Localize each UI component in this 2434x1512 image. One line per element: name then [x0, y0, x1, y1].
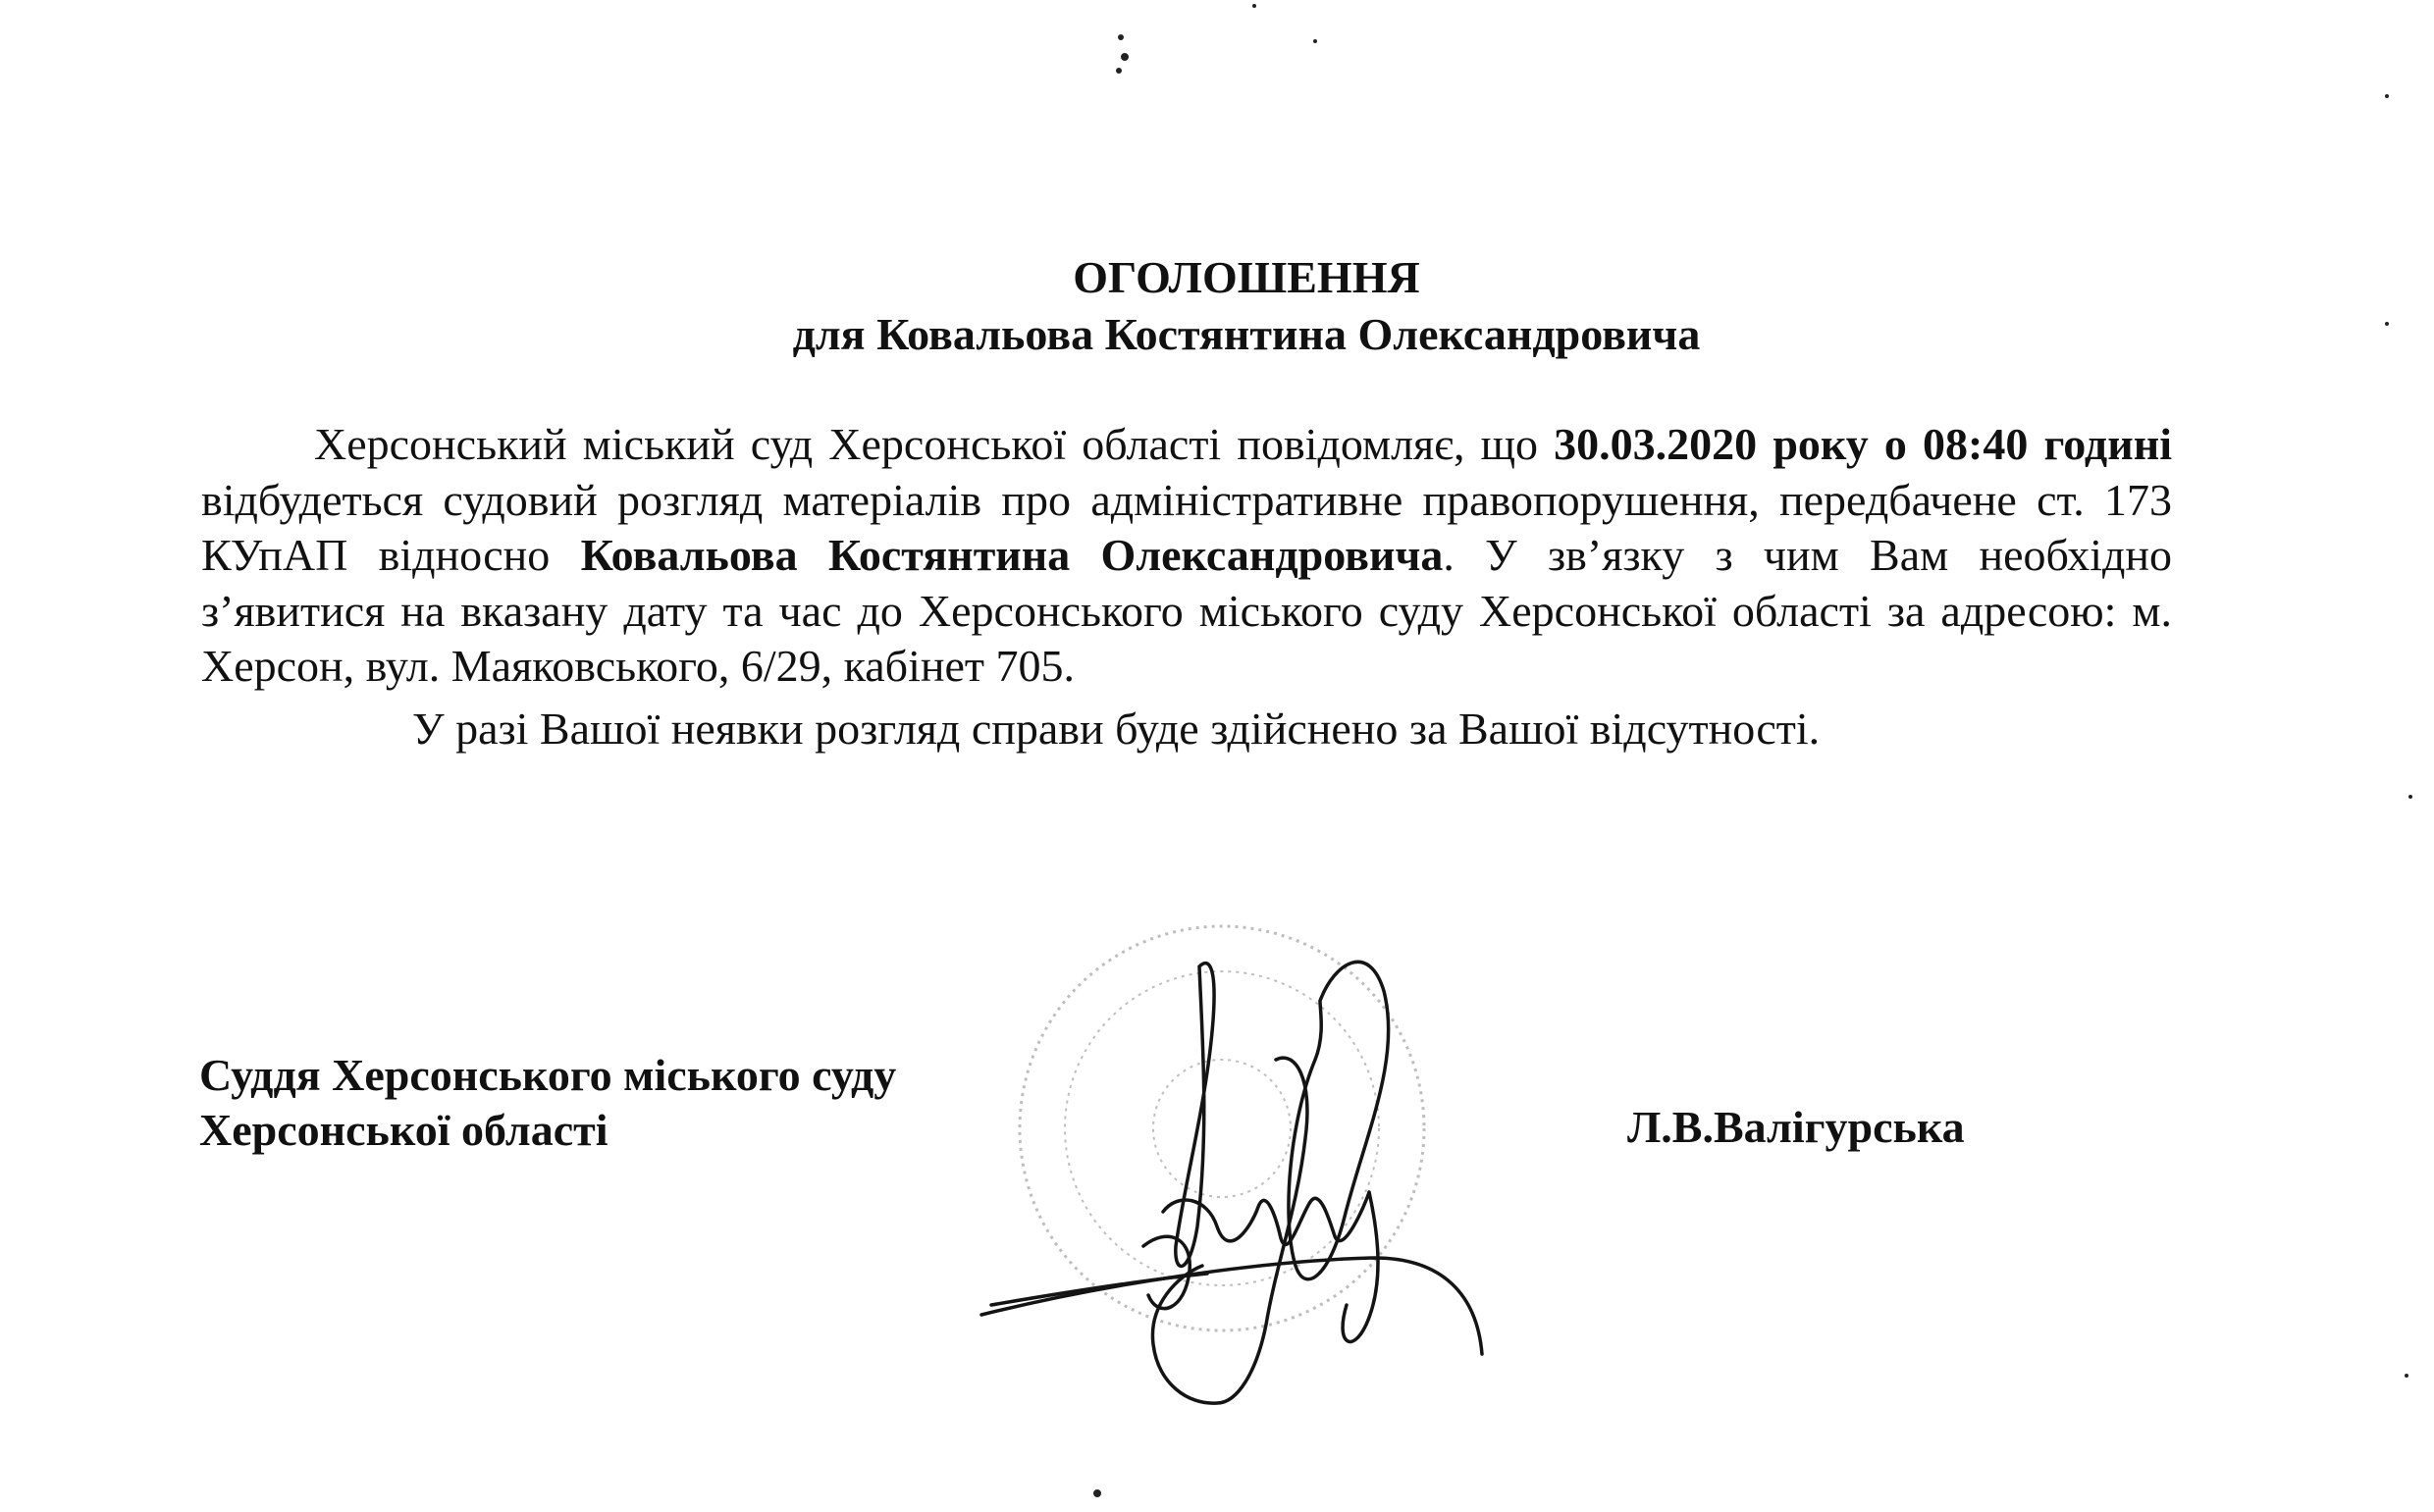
judge-position-line: Херсонської області [199, 1105, 608, 1155]
notice-paragraph-absence: У разі Вашої неявки розгляд справи буде здійснено за Вашої відсутності. [412, 704, 1821, 754]
scan-speck [2405, 1374, 2408, 1378]
judge-position-line: Суддя Херсонського міського суду [199, 1050, 897, 1100]
scan-speck [1313, 39, 1317, 43]
paragraph-text: Херсонський міський суд Херсонської області повідомляє, що [314, 419, 1555, 469]
scan-speck [2408, 795, 2412, 799]
scan-speck [1121, 53, 1129, 61]
scan-speck [2385, 322, 2389, 326]
judge-name: Л.В.Валігурська [1627, 1102, 1965, 1152]
paragraph-text: . У зв’язку з чим Вам необхідно з’явитися на вказану дату та час до Херсонського міського суду Херсонської області за адресою: м. Херсон, вул. Маяковського, 6/29, кабінет 705. [201, 530, 2172, 691]
notice-recipient: для Ковальова Костянтина Олександровича [792, 309, 1701, 359]
scan-speck [1116, 68, 1122, 74]
scan-speck [1252, 4, 1256, 8]
defendant-name: Ковальова Костянтина Олександровича [580, 530, 1444, 580]
scan-speck [2385, 94, 2389, 98]
hearing-datetime: 30.03.2020 року о 08:40 годині [1554, 419, 2172, 469]
notice-title: ОГОЛОШЕННЯ [1073, 252, 1420, 302]
scan-speck [1093, 1489, 1101, 1497]
scan-speck [1118, 34, 1124, 40]
paragraph-text: відбудеться судовий розгляд матеріалів про адміністративне правопорушення, передбачене ст. 173 КУпАП відносно [201, 474, 2172, 580]
